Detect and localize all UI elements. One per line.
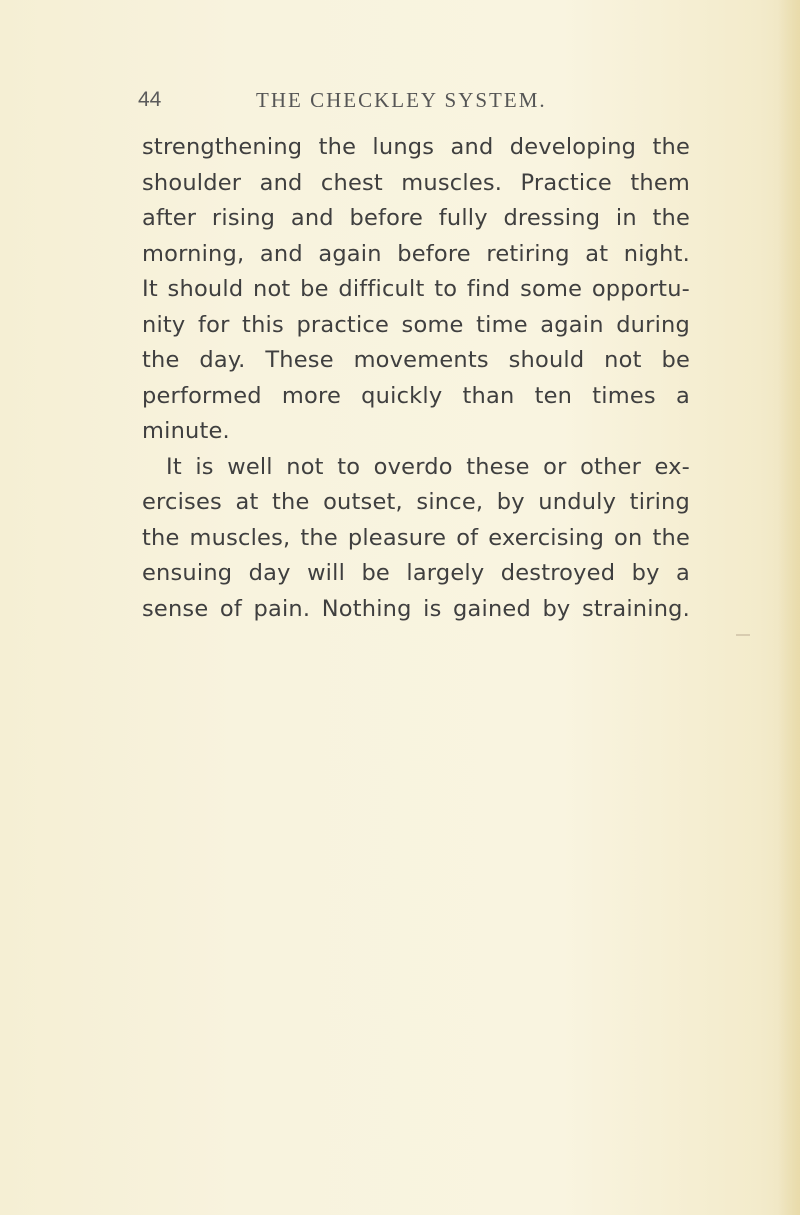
- paragraph: [142, 450, 690, 628]
- body-text: [142, 130, 690, 627]
- text-line: the muscles, the pleasure of exercising on the: [142, 524, 690, 551]
- text-line: minute.: [142, 418, 230, 444]
- text-line: It should not be difficult to find some opportu-: [142, 276, 690, 302]
- text-line: sense of pain. Nothing is gained by straining.: [142, 595, 690, 622]
- running-head: [138, 88, 698, 120]
- text-line: ercises at the outset, since, by unduly tiring: [142, 489, 690, 515]
- page-number: 44: [138, 88, 162, 111]
- text-line: strengthening the lungs and developing the: [142, 134, 690, 160]
- page-edge-shadow: [778, 0, 800, 1215]
- text-line: ensuing day will be largely destroyed by a: [142, 560, 690, 586]
- text-line: the day. These movements should not be: [142, 347, 690, 373]
- paper-mark: [736, 634, 750, 636]
- paragraph: [142, 130, 690, 450]
- text-line: after rising and before fully dressing in the: [142, 205, 690, 231]
- text-line: It is well not to overdo these or other ex-: [166, 453, 690, 480]
- text-line: shoulder and chest muscles. Practice them: [142, 169, 690, 196]
- text-line: nity for this practice some time again during: [142, 311, 690, 338]
- text-line: morning, and again before retiring at night.: [142, 240, 690, 267]
- text-line: performed more quickly than ten times a: [142, 382, 690, 409]
- running-title: THE CHECKLEY SYSTEM.: [256, 88, 547, 112]
